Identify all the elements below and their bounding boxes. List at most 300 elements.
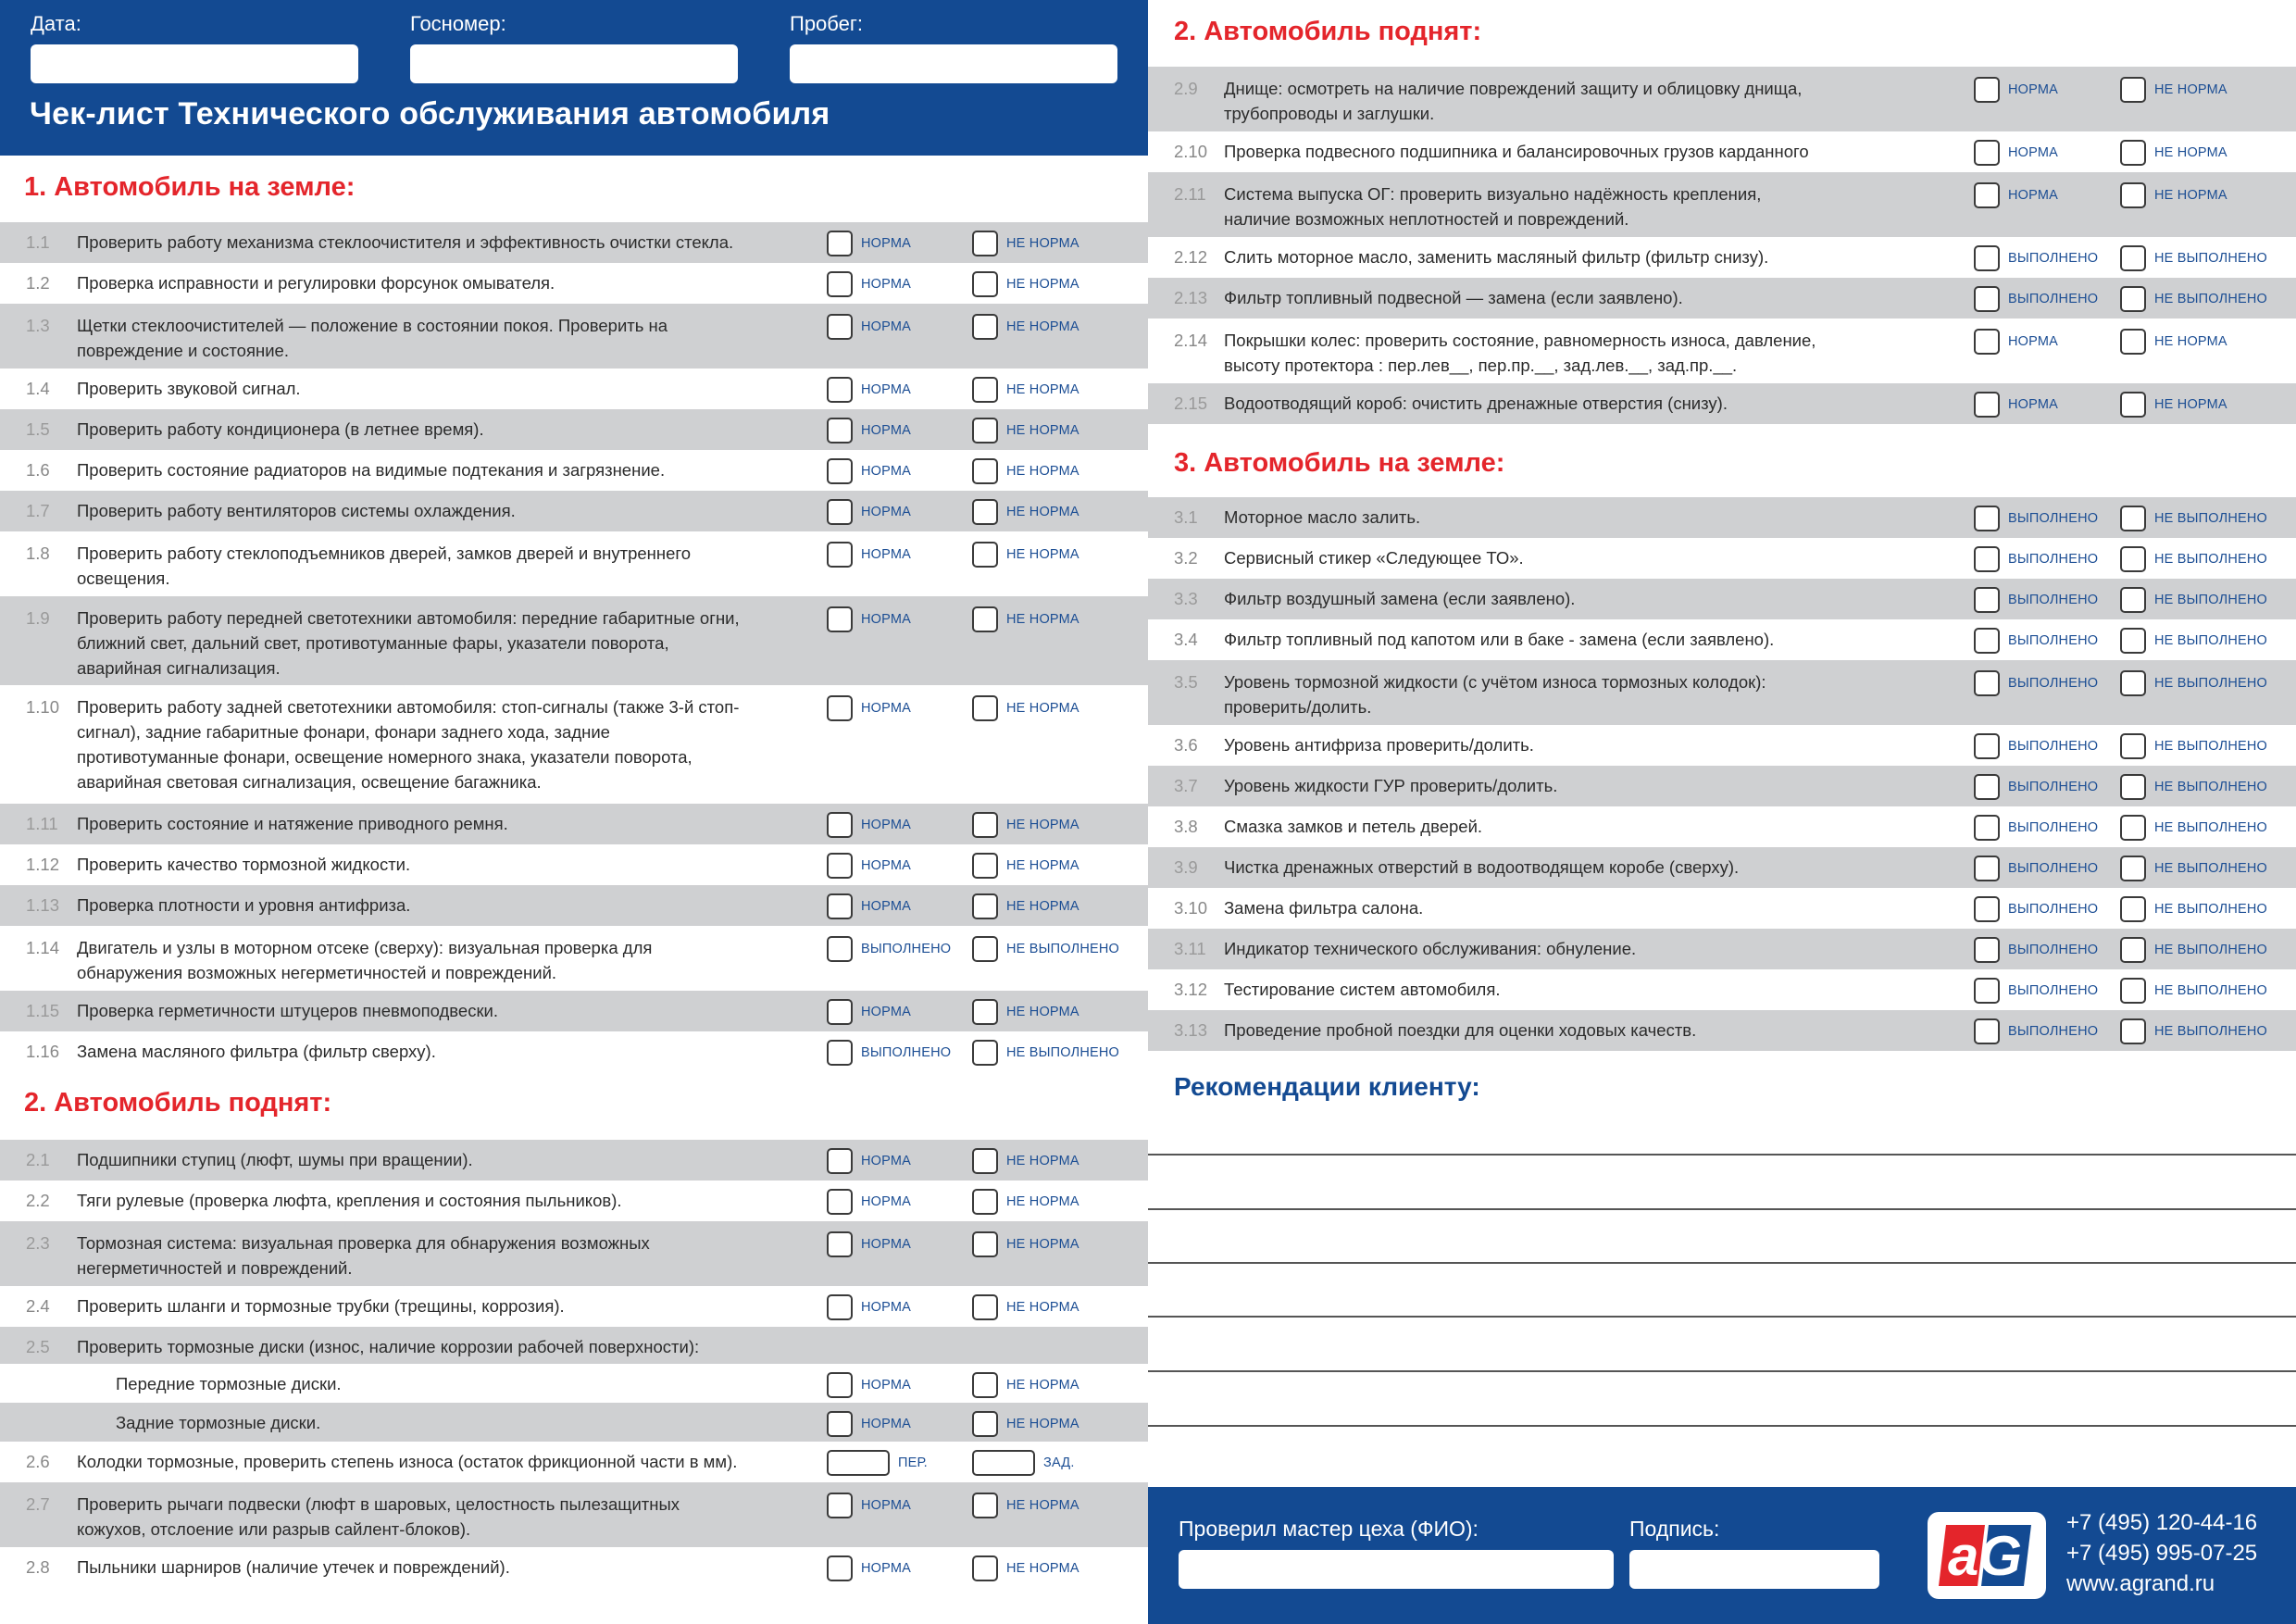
checkbox[interactable]: [2120, 546, 2146, 572]
option-label: ВЫПОЛНЕНО: [2008, 780, 2099, 794]
option-label: НОРМА: [2008, 145, 2059, 160]
checklist-row: [0, 409, 1148, 450]
item-text: Проверить тормозные диски (износ, наличие коррозии рабочей поверхности):: [77, 1337, 700, 1356]
checkbox[interactable]: [827, 812, 853, 838]
item-text: Проверить звуковой сигнал.: [77, 379, 301, 398]
item-number: 1.4: [26, 379, 50, 398]
form-footer: [1148, 1487, 2296, 1624]
checkbox[interactable]: [972, 812, 998, 838]
form-header: [0, 0, 1148, 156]
checkbox[interactable]: [827, 1493, 853, 1518]
item-text: Проверить работу передней светотехники автомобиля: передние габаритные огни, ближний свет, дальний свет, противотуманные фары, указатели поворота, аварийная сигнализация.: [77, 608, 740, 678]
option-negative[interactable]: [2120, 506, 2267, 531]
option-label: НЕ ВЫПОЛНЕНО: [2154, 943, 2268, 957]
checklist-row: [0, 1547, 1148, 1588]
checklist-row: [0, 596, 1148, 685]
item-number: 2.14: [1174, 331, 1208, 350]
checkbox[interactable]: [972, 231, 998, 256]
item-text: Проверить работу механизма стеклоочистителя и эффективность очистки стекла.: [77, 232, 734, 252]
checkbox[interactable]: [827, 1189, 853, 1215]
item-number: 1.12: [26, 855, 60, 874]
option-label: НЕ НОРМА: [1006, 818, 1079, 832]
option-positive[interactable]: [827, 1450, 928, 1476]
option-positive[interactable]: [1974, 937, 2098, 963]
option-positive[interactable]: [827, 1372, 911, 1398]
option-negative[interactable]: [2120, 628, 2267, 654]
checkbox[interactable]: [827, 853, 853, 879]
option-positive[interactable]: [827, 1493, 911, 1518]
option-label: НОРМА: [2008, 397, 2059, 412]
option-negative[interactable]: [972, 1372, 1079, 1398]
option-negative[interactable]: [2120, 978, 2267, 1004]
item-text: Днище: осмотреть на наличие повреждений защиту и облицовку днища, трубопроводы и заглушки.: [1224, 79, 1803, 123]
option-negative[interactable]: [2120, 77, 2227, 103]
checkbox[interactable]: [1974, 856, 2000, 881]
checklist-row: [1148, 806, 2296, 847]
checkbox[interactable]: [2120, 733, 2146, 759]
option-positive[interactable]: [827, 999, 911, 1025]
item-text: Проверить шланги и тормозные трубки (трещины, коррозия).: [77, 1296, 565, 1316]
measurement-input[interactable]: [972, 1450, 1035, 1476]
option-label: ВЫПОЛНЕНО: [2008, 633, 2099, 648]
checkbox[interactable]: [827, 606, 853, 632]
option-label: НЕ ВЫПОЛНЕНО: [2154, 902, 2268, 917]
checkbox[interactable]: [2120, 245, 2146, 271]
item-text: Тормозная система: визуальная проверка для обнаружения возможных негерметичностей и повреждений.: [77, 1233, 650, 1278]
checkbox[interactable]: [1974, 286, 2000, 312]
option-positive[interactable]: [1974, 670, 2098, 696]
checkbox[interactable]: [1974, 670, 2000, 696]
plate-field-group: [410, 11, 738, 83]
option-positive[interactable]: [827, 458, 911, 484]
checklist-row: [1148, 319, 2296, 383]
checkbox[interactable]: [1974, 1018, 2000, 1044]
checkbox[interactable]: [1974, 392, 2000, 418]
item-number: 1.10: [26, 697, 60, 717]
option-positive[interactable]: [827, 936, 951, 962]
option-positive[interactable]: [827, 1231, 911, 1257]
checkbox[interactable]: [972, 853, 998, 879]
master-field-group: [1179, 1515, 1614, 1589]
checkbox[interactable]: [972, 418, 998, 443]
item-text: Фильтр топливный подвесной — замена (если заявлено).: [1224, 288, 1683, 307]
option-label: НОРМА: [2008, 188, 2059, 203]
checklist-row: [1148, 278, 2296, 319]
checkbox[interactable]: [2120, 392, 2146, 418]
option-positive[interactable]: [1974, 896, 2098, 922]
item-number: 1.6: [26, 460, 50, 480]
option-label: НЕ НОРМА: [1006, 1378, 1079, 1393]
measurement-input[interactable]: [827, 1450, 890, 1476]
checkbox[interactable]: [827, 1294, 853, 1320]
checkbox[interactable]: [827, 542, 853, 568]
checkbox[interactable]: [1974, 628, 2000, 654]
checklist-row: [0, 1403, 1148, 1442]
option-label: НОРМА: [861, 319, 912, 334]
option-label: НОРМА: [861, 1154, 912, 1168]
checkbox[interactable]: [2120, 774, 2146, 800]
checkbox[interactable]: [1974, 733, 2000, 759]
option-label: ВЫПОЛНЕНО: [861, 942, 952, 956]
option-label: НЕ ВЫПОЛНЕНО: [2154, 780, 2268, 794]
option-label: НЕ НОРМА: [1006, 1154, 1079, 1168]
option-positive[interactable]: [1974, 77, 2058, 103]
checkbox[interactable]: [2120, 896, 2146, 922]
option-positive[interactable]: [1974, 733, 2098, 759]
item-text: Водоотводящий короб: очистить дренажные отверстия (снизу).: [1224, 394, 1728, 413]
option-positive[interactable]: [1974, 774, 2098, 800]
item-number: 3.6: [1174, 735, 1198, 755]
option-positive[interactable]: [827, 1040, 951, 1066]
option-label: НОРМА: [861, 464, 912, 479]
option-label: НЕ ВЫПОЛНЕНО: [2154, 292, 2268, 306]
checkbox[interactable]: [1974, 329, 2000, 355]
item-text: Проведение пробной поездки для оценки ходовых качеств.: [1224, 1020, 1697, 1040]
option-negative[interactable]: [972, 695, 1079, 721]
recommendation-line[interactable]: [1148, 1154, 2296, 1156]
checkbox[interactable]: [1974, 77, 2000, 103]
website-link[interactable]: www.agrand.ru: [2066, 1571, 2215, 1596]
checkbox[interactable]: [827, 499, 853, 525]
option-positive[interactable]: [1974, 1018, 2098, 1044]
checkbox[interactable]: [827, 999, 853, 1025]
option-positive[interactable]: [827, 499, 911, 525]
option-negative[interactable]: [972, 377, 1079, 403]
checkbox[interactable]: [1974, 896, 2000, 922]
option-negative[interactable]: [972, 458, 1079, 484]
option-negative[interactable]: [972, 231, 1079, 256]
option-negative[interactable]: [2120, 856, 2267, 881]
option-negative[interactable]: [972, 936, 1119, 962]
checkbox[interactable]: [1974, 937, 2000, 963]
checkbox[interactable]: [2120, 587, 2146, 613]
option-negative[interactable]: [2120, 670, 2267, 696]
checkbox[interactable]: [2120, 286, 2146, 312]
item-text: Двигатель и узлы в моторном отсеке (сверху): визуальная проверка для обнаружения возможных негерметичностей и повреждений.: [77, 938, 653, 982]
checkbox[interactable]: [972, 1189, 998, 1215]
plate-label: Госномер:: [410, 12, 506, 35]
checkbox[interactable]: [972, 458, 998, 484]
checklist-row: [0, 304, 1148, 369]
item-number: 3.7: [1174, 776, 1198, 795]
checkbox[interactable]: [1974, 774, 2000, 800]
checkbox[interactable]: [827, 418, 853, 443]
master-input[interactable]: [1179, 1550, 1614, 1589]
option-positive[interactable]: [1974, 329, 2058, 355]
item-number: 3.3: [1174, 589, 1198, 608]
checkbox[interactable]: [972, 377, 998, 403]
item-text: Проверить состояние и натяжение приводного ремня.: [77, 814, 508, 833]
checklist-row: [1148, 969, 2296, 1010]
checkbox[interactable]: [1974, 978, 2000, 1004]
checkbox[interactable]: [2120, 506, 2146, 531]
option-label: НОРМА: [861, 1561, 912, 1576]
item-number: 1.13: [26, 895, 60, 915]
option-label: НЕ ВЫПОЛНЕНО: [2154, 861, 2268, 876]
option-positive[interactable]: [1974, 546, 2098, 572]
checkbox[interactable]: [972, 695, 998, 721]
option-label: НЕ НОРМА: [2154, 188, 2227, 203]
checkbox[interactable]: [2120, 978, 2146, 1004]
checkbox[interactable]: [972, 1294, 998, 1320]
option-positive[interactable]: [1974, 978, 2098, 1004]
item-text: Проверить состояние радиаторов на видимые подтекания и загрязнение.: [77, 460, 666, 480]
option-positive[interactable]: [1974, 286, 2098, 312]
option-negative[interactable]: [2120, 896, 2267, 922]
document-title: Чек-лист Технического обслуживания автомобиля: [30, 96, 830, 131]
option-label: НЕ НОРМА: [2154, 145, 2227, 160]
item-text: Система выпуска ОГ: проверить визуально надёжность крепления, наличие возможных неплотностей и повреждений.: [1224, 184, 1762, 229]
checklist-row: [1148, 383, 2296, 424]
option-positive[interactable]: [827, 314, 911, 340]
checklist-row: [1148, 660, 2296, 725]
checklist-row: [0, 804, 1148, 844]
checkbox[interactable]: [972, 271, 998, 297]
option-positive[interactable]: [1974, 856, 2098, 881]
checkbox[interactable]: [827, 314, 853, 340]
option-positive[interactable]: [827, 1294, 911, 1320]
section-2b-title: 2. Автомобиль поднят:: [1174, 17, 1482, 46]
option-label: НОРМА: [861, 382, 912, 397]
option-label: НЕ ВЫПОЛНЕНО: [1006, 1045, 1120, 1060]
recommendation-line[interactable]: [1148, 1316, 2296, 1318]
option-negative[interactable]: [972, 1189, 1079, 1215]
checkbox[interactable]: [827, 271, 853, 297]
option-label: НОРМА: [861, 1498, 912, 1513]
checklist-row: [0, 491, 1148, 531]
option-negative[interactable]: [972, 542, 1079, 568]
checkbox[interactable]: [827, 1040, 853, 1066]
option-negative[interactable]: [972, 1294, 1079, 1320]
option-negative[interactable]: [2120, 1018, 2267, 1044]
signature-label: Подпись:: [1629, 1517, 1720, 1541]
checkbox[interactable]: [972, 499, 998, 525]
item-number: 1.5: [26, 419, 50, 439]
checkbox[interactable]: [972, 1411, 998, 1437]
option-positive[interactable]: [827, 1555, 911, 1581]
checkbox[interactable]: [827, 458, 853, 484]
recommendation-line[interactable]: [1148, 1370, 2296, 1372]
option-positive[interactable]: [827, 271, 911, 297]
item-number: 2.3: [26, 1233, 50, 1253]
option-label: НЕ ВЫПОЛНЕНО: [2154, 593, 2268, 607]
checkbox[interactable]: [972, 999, 998, 1025]
checkbox[interactable]: [827, 1372, 853, 1398]
option-positive[interactable]: [1974, 392, 2058, 418]
contacts-block: [2066, 1507, 2257, 1599]
checkbox[interactable]: [1974, 815, 2000, 841]
option-negative[interactable]: [972, 999, 1079, 1025]
checkbox[interactable]: [1974, 546, 2000, 572]
checkbox[interactable]: [972, 542, 998, 568]
option-positive[interactable]: [827, 231, 911, 256]
checkbox[interactable]: [2120, 182, 2146, 208]
option-positive[interactable]: [1974, 140, 2058, 166]
checklist-row: [0, 885, 1148, 926]
section-2-rows: [0, 1140, 1148, 1588]
item-number: 1.15: [26, 1001, 60, 1020]
option-positive[interactable]: [1974, 506, 2098, 531]
mileage-input[interactable]: [790, 44, 1117, 83]
plate-input[interactable]: [410, 44, 738, 83]
option-negative[interactable]: [972, 1040, 1119, 1066]
checkbox[interactable]: [972, 1372, 998, 1398]
option-positive[interactable]: [827, 1148, 911, 1174]
checkbox[interactable]: [972, 314, 998, 340]
checkbox[interactable]: [1974, 182, 2000, 208]
option-positive[interactable]: [1974, 245, 2098, 271]
option-positive[interactable]: [1974, 815, 2098, 841]
option-positive[interactable]: [827, 1411, 911, 1437]
option-label: НОРМА: [861, 1417, 912, 1431]
item-text: Смазка замков и петель дверей.: [1224, 817, 1483, 836]
checkbox[interactable]: [2120, 937, 2146, 963]
checkbox[interactable]: [2120, 77, 2146, 103]
option-positive[interactable]: [827, 1189, 911, 1215]
option-positive[interactable]: [827, 853, 911, 879]
option-negative[interactable]: [2120, 774, 2267, 800]
option-positive[interactable]: [827, 418, 911, 443]
option-label: НЕ НОРМА: [2154, 334, 2227, 349]
checkbox[interactable]: [827, 1411, 853, 1437]
item-text: Проверка исправности и регулировки форсунок омывателя.: [77, 273, 555, 293]
checkbox[interactable]: [827, 936, 853, 962]
item-text: Фильтр воздушный замена (если заявлено).: [1224, 589, 1576, 608]
item-text: Слить моторное масло, заменить масляный фильтр (фильтр снизу).: [1224, 247, 1769, 267]
option-negative[interactable]: [2120, 245, 2267, 271]
checkbox[interactable]: [972, 893, 998, 919]
date-input[interactable]: [31, 44, 358, 83]
checkbox[interactable]: [972, 1555, 998, 1581]
item-text: Проверить работу кондиционера (в летнее время).: [77, 419, 484, 439]
option-label: НОРМА: [861, 1005, 912, 1019]
option-positive[interactable]: [827, 542, 911, 568]
option-negative[interactable]: [2120, 733, 2267, 759]
checklist-row: [0, 1482, 1148, 1547]
checkbox[interactable]: [972, 1040, 998, 1066]
checkbox[interactable]: [827, 231, 853, 256]
option-negative[interactable]: [2120, 815, 2267, 841]
option-positive[interactable]: [827, 377, 911, 403]
option-positive[interactable]: [1974, 628, 2098, 654]
recommendation-line[interactable]: [1148, 1425, 2296, 1427]
option-negative[interactable]: [972, 1493, 1079, 1518]
option-positive[interactable]: [1974, 587, 2098, 613]
checkbox[interactable]: [1974, 587, 2000, 613]
item-number: 2.10: [1174, 142, 1208, 161]
option-label: НЕ НОРМА: [1006, 1194, 1079, 1209]
checkbox[interactable]: [1974, 140, 2000, 166]
item-number: 1.11: [26, 814, 58, 833]
item-number: 3.5: [1174, 672, 1198, 692]
recommendation-line[interactable]: [1148, 1262, 2296, 1264]
date-field-group: [31, 11, 358, 83]
checkbox[interactable]: [827, 695, 853, 721]
checkbox[interactable]: [972, 936, 998, 962]
checklist-row: [1148, 172, 2296, 237]
checkbox[interactable]: [2120, 856, 2146, 881]
option-negative[interactable]: [2120, 182, 2227, 208]
option-label: ВЫПОЛНЕНО: [861, 1045, 952, 1060]
recommendation-line[interactable]: [1148, 1208, 2296, 1210]
option-label: НЕ НОРМА: [1006, 464, 1079, 479]
checklist-row: [1148, 579, 2296, 619]
option-negative[interactable]: [972, 1148, 1079, 1174]
checkbox[interactable]: [2120, 329, 2146, 355]
item-number: 1.16: [26, 1042, 60, 1061]
option-negative[interactable]: [2120, 392, 2227, 418]
option-negative[interactable]: [972, 853, 1079, 879]
option-positive[interactable]: [827, 812, 911, 838]
checkbox[interactable]: [1974, 506, 2000, 531]
checkbox[interactable]: [827, 377, 853, 403]
checkbox[interactable]: [2120, 670, 2146, 696]
checkbox[interactable]: [827, 893, 853, 919]
option-label: НЕ НОРМА: [1006, 1237, 1079, 1252]
option-negative[interactable]: [972, 314, 1079, 340]
checkbox[interactable]: [972, 1231, 998, 1257]
option-negative[interactable]: [2120, 937, 2267, 963]
option-negative[interactable]: [972, 1411, 1079, 1437]
option-label: НЕ ВЫПОЛНЕНО: [2154, 633, 2268, 648]
checkbox[interactable]: [972, 1148, 998, 1174]
option-label: ВЫПОЛНЕНО: [2008, 983, 2099, 998]
option-positive[interactable]: [827, 893, 911, 919]
option-negative[interactable]: [972, 1555, 1079, 1581]
checkbox[interactable]: [2120, 628, 2146, 654]
checkbox[interactable]: [2120, 140, 2146, 166]
option-label: ВЫПОЛНЕНО: [2008, 511, 2099, 526]
option-negative[interactable]: [972, 418, 1079, 443]
option-negative[interactable]: [972, 812, 1079, 838]
option-negative[interactable]: [972, 499, 1079, 525]
option-positive[interactable]: [827, 606, 911, 632]
checklist-row: [0, 1442, 1148, 1482]
checkbox[interactable]: [2120, 1018, 2146, 1044]
checkbox[interactable]: [972, 1493, 998, 1518]
option-negative[interactable]: [972, 271, 1079, 297]
checkbox[interactable]: [827, 1148, 853, 1174]
checkbox[interactable]: [827, 1555, 853, 1581]
option-negative[interactable]: [2120, 587, 2267, 613]
option-negative[interactable]: [2120, 329, 2227, 355]
item-text: Щетки стеклоочистителей — положение в состоянии покоя. Проверить на повреждение и состояние.: [77, 316, 668, 360]
checkbox[interactable]: [827, 1231, 853, 1257]
option-label: НЕ НОРМА: [1006, 547, 1079, 562]
checkbox[interactable]: [2120, 815, 2146, 841]
signature-input[interactable]: [1629, 1550, 1879, 1589]
option-positive[interactable]: [827, 695, 911, 721]
option-negative[interactable]: [2120, 286, 2267, 312]
option-label: НОРМА: [2008, 82, 2059, 97]
option-negative[interactable]: [2120, 546, 2267, 572]
option-negative[interactable]: [2120, 140, 2227, 166]
option-positive[interactable]: [1974, 182, 2058, 208]
option-negative[interactable]: [972, 1450, 1075, 1476]
option-label: НЕ НОРМА: [1006, 505, 1079, 519]
agrand-logo: [1928, 1512, 2046, 1599]
option-negative[interactable]: [972, 606, 1079, 632]
checklist-row: [0, 926, 1148, 991]
option-label: НЕ НОРМА: [1006, 277, 1079, 292]
option-negative[interactable]: [972, 893, 1079, 919]
option-label: НОРМА: [861, 505, 912, 519]
checkbox[interactable]: [972, 606, 998, 632]
item-text: Чистка дренажных отверстий в водоотводящем коробе (сверху).: [1224, 857, 1740, 877]
option-negative[interactable]: [972, 1231, 1079, 1257]
item-text: Покрышки колес: проверить состояние, равномерность износа, давление, высоту протектора : пер.лев__, пер.пр.__, зад.лев.__, зад.пр.__.: [1224, 331, 1816, 375]
checkbox[interactable]: [1974, 245, 2000, 271]
